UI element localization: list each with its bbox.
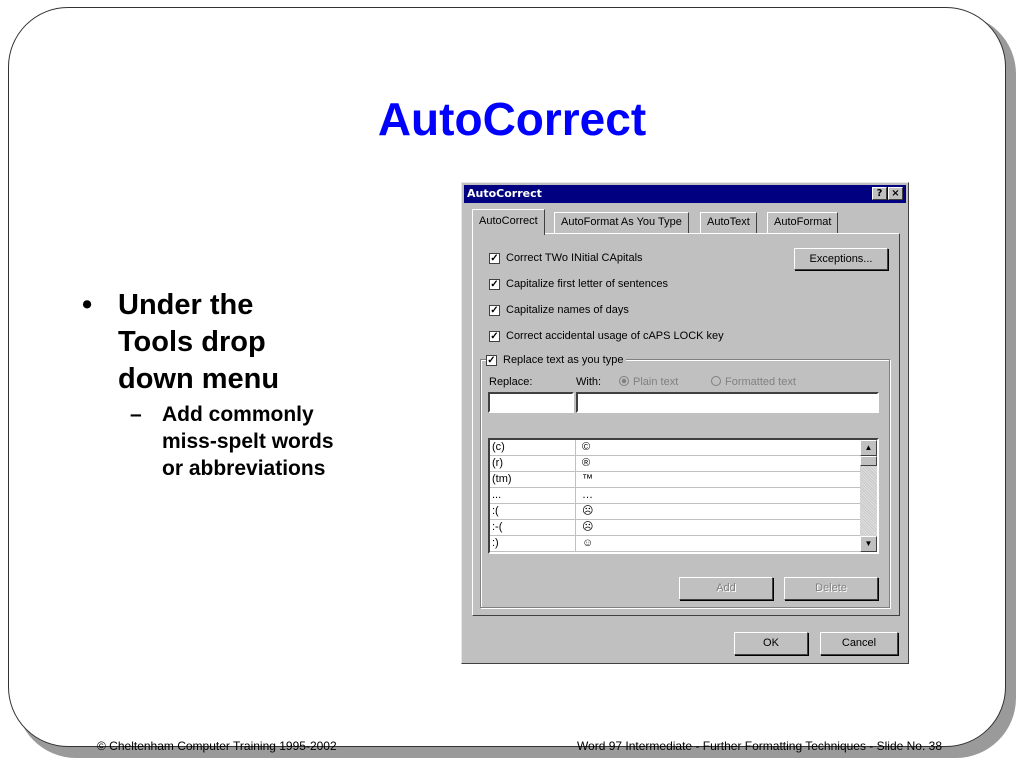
plain-text-label: Plain text <box>633 376 679 388</box>
footer-copyright: © Cheltenham Computer Training 1995-2002 <box>97 739 337 753</box>
entry-with: ☹ <box>582 505 594 517</box>
list-item[interactable] <box>490 520 862 536</box>
bullet-item <box>82 287 412 398</box>
bullet-line: down menu <box>118 363 280 395</box>
check-icon: ✓ <box>487 354 496 366</box>
entry-replace: ... <box>492 489 502 501</box>
radio-selected-icon <box>619 376 629 386</box>
column-divider <box>575 472 576 488</box>
sub-bullet-line: or abbreviations <box>162 457 326 480</box>
help-button[interactable]: ? <box>872 187 887 200</box>
footer-slide-info: Word 97 Intermediate - Further Formatting Techniques - Slide No. 38 <box>576 739 942 753</box>
caps-lock-correction-checkbox[interactable] <box>489 329 724 343</box>
tab-autoformat-as-you-type[interactable]: AutoFormat As You Type <box>554 212 689 233</box>
check-icon: ✓ <box>490 278 499 290</box>
bullet-line: Under the <box>118 289 254 321</box>
list-item[interactable] <box>490 536 862 552</box>
dash-icon: – <box>130 403 142 426</box>
dialog-title: AutoCorrect <box>467 187 542 200</box>
entry-with: ☹ <box>582 521 594 533</box>
entry-replace: (tm) <box>492 473 512 485</box>
list-item[interactable] <box>490 504 862 520</box>
scroll-up-arrow-icon[interactable]: ▲ <box>860 440 877 456</box>
replace-text-as-you-type-checkbox[interactable] <box>486 353 626 367</box>
entry-with: … <box>582 489 593 501</box>
delete-button[interactable]: Delete <box>784 577 878 600</box>
column-divider <box>575 456 576 472</box>
cancel-button[interactable]: Cancel <box>820 632 898 655</box>
dialog-title-bar[interactable] <box>464 185 906 203</box>
slide-title: AutoCorrect <box>377 93 647 145</box>
entry-with: ☺ <box>582 537 594 549</box>
checkbox-label: Replace text as you type <box>503 354 624 366</box>
replace-label: Replace: <box>489 376 533 388</box>
tab-autoformat[interactable]: AutoFormat <box>767 212 838 233</box>
checkbox-label: Capitalize names of days <box>506 304 629 316</box>
tab-autocorrect[interactable]: AutoCorrect <box>472 209 545 235</box>
check-icon: ✓ <box>490 304 499 316</box>
tab-autotext[interactable]: AutoText <box>700 212 757 233</box>
list-item[interactable] <box>490 488 862 504</box>
capitalize-names-of-days-checkbox[interactable] <box>489 303 629 317</box>
sub-bullet-line: Add commonly <box>162 403 314 426</box>
correct-two-initial-capitals-checkbox[interactable] <box>489 251 643 265</box>
radio-icon <box>711 376 721 386</box>
sub-bullet-line: miss-spelt words <box>162 430 334 453</box>
with-input[interactable] <box>576 392 879 413</box>
sub-bullet-item <box>82 401 412 482</box>
list-scrollbar[interactable] <box>860 440 877 552</box>
entry-with: ™ <box>582 473 593 485</box>
bullet-list <box>82 287 412 482</box>
column-divider <box>575 536 576 552</box>
bullet-icon: • <box>82 289 93 321</box>
list-item[interactable] <box>490 472 862 488</box>
close-button[interactable]: × <box>888 187 903 200</box>
column-divider <box>575 504 576 520</box>
entry-replace: :( <box>492 505 499 517</box>
replace-input[interactable] <box>488 392 574 413</box>
scroll-down-arrow-icon[interactable]: ▼ <box>860 536 877 552</box>
column-divider <box>575 488 576 504</box>
entry-replace: :-( <box>492 521 503 533</box>
entry-with: © <box>582 441 591 453</box>
formatted-text-label: Formatted text <box>725 376 796 388</box>
capitalize-first-letter-checkbox[interactable] <box>489 277 668 291</box>
formatted-text-radio[interactable] <box>711 376 796 388</box>
column-divider <box>575 520 576 536</box>
plain-text-radio[interactable] <box>619 376 678 388</box>
scroll-thumb[interactable] <box>860 456 877 466</box>
bullet-line: Tools drop <box>118 326 266 358</box>
list-item[interactable] <box>490 440 862 456</box>
checkbox-label: Correct accidental usage of cAPS LOCK key <box>506 330 724 342</box>
check-icon: ✓ <box>490 252 499 264</box>
checkbox-label: Correct TWo INitial CApitals <box>506 252 643 264</box>
add-button[interactable]: Add <box>679 577 773 600</box>
list-item[interactable] <box>490 456 862 472</box>
entry-replace: (r) <box>492 457 503 469</box>
entry-with: ® <box>582 457 591 469</box>
entry-replace: (c) <box>492 441 505 453</box>
checkbox-label: Capitalize first letter of sentences <box>506 278 669 290</box>
exceptions-button[interactable]: Exceptions... <box>794 248 888 270</box>
column-divider <box>575 440 576 456</box>
autocorrect-entries-list[interactable] <box>488 438 879 554</box>
with-label: With: <box>576 376 602 388</box>
check-icon: ✓ <box>490 330 499 342</box>
entry-replace: :) <box>492 537 499 549</box>
ok-button[interactable]: OK <box>734 632 808 655</box>
